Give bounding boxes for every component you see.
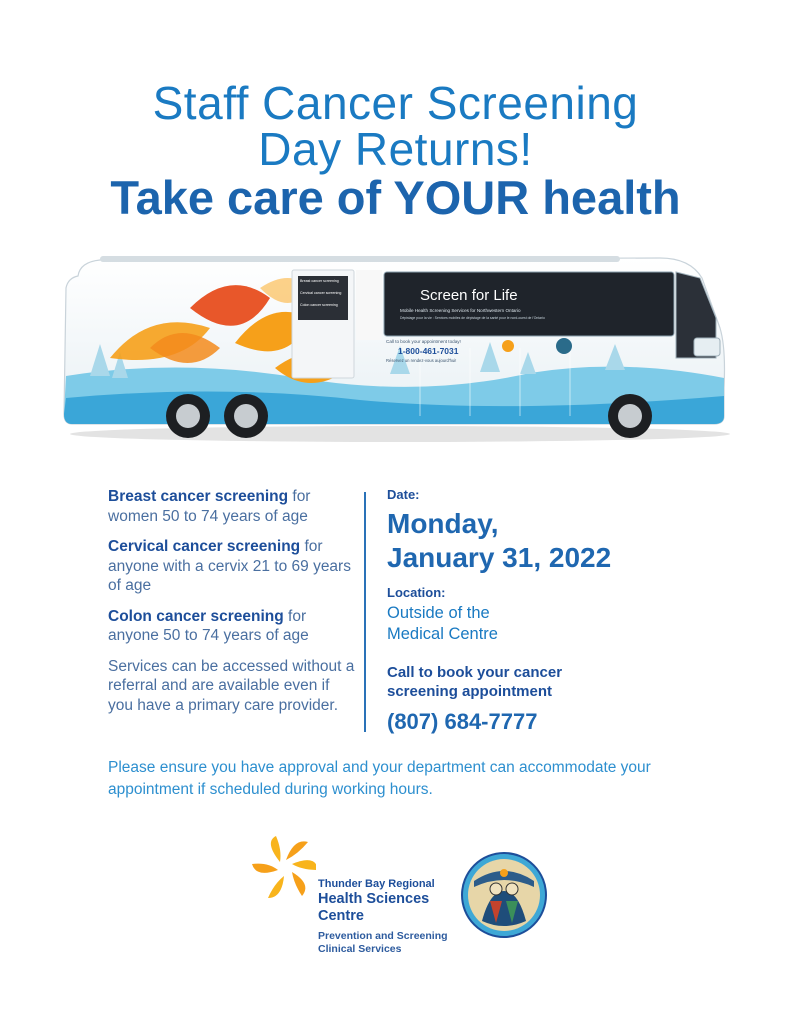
bus-call-text: Call to book your appointment today! — [386, 339, 461, 344]
location-label: Location: — [387, 585, 446, 600]
location-line-1: Outside of the — [387, 604, 490, 622]
services-list — [108, 487, 358, 726]
call-label-2: screening appointment — [387, 683, 553, 700]
logo-line-2: Health Sciences — [318, 891, 430, 907]
sun-logo-icon — [246, 832, 316, 902]
event-details — [387, 487, 707, 737]
bus-brand-title: Screen for Life — [420, 287, 518, 304]
bus-phone: 1-800-461-7031 — [398, 346, 459, 356]
bus-image — [60, 248, 740, 448]
title-line-1: Staff Cancer Screening — [152, 77, 639, 129]
bus-brand-sub-fr: Dépistage pour la vie : Services mobiles de dépistage de la santé pour le nord-ouest de l'Ontario — [400, 316, 545, 320]
title-line-2: Day Returns! — [258, 123, 533, 175]
services-note: Services can be accessed without a referral and are available even if you have a primary care provider. — [108, 657, 355, 714]
service-item: Breast cancer screening for women 50 to 74 years of age — [108, 488, 311, 525]
organization-logo-text — [318, 877, 448, 956]
logo-line-3: Centre — [318, 908, 364, 924]
phone-number[interactable]: (807) 684-7777 — [387, 709, 538, 734]
call-label-1: Call to book your cancer — [387, 664, 563, 681]
indigenous-art-seal-icon — [460, 851, 548, 939]
service-item: Colon cancer screening for anyone 50 to 74 years of age — [108, 607, 309, 644]
title-line-3: Take care of YOUR health — [110, 171, 681, 224]
bus-call-text-fr: Réservez un rendez-vous aujourd'hui! — [386, 358, 457, 363]
logo-line-5: Clinical Services — [318, 943, 402, 955]
date-line-1: Monday, — [387, 508, 499, 539]
bus-side-item-2: Cervical cancer screening — [300, 291, 342, 295]
logo-line-1: Thunder Bay Regional — [318, 878, 435, 890]
bus-brand-sub: Mobile Health Screening Services for Northwestern Ontario — [400, 308, 521, 313]
location-line-2: Medical Centre — [387, 625, 498, 643]
column-divider — [364, 492, 366, 732]
date-line-2: January 31, 2022 — [387, 542, 612, 573]
bus-side-item-3: Colon cancer screening — [300, 303, 338, 307]
service-item: Cervical cancer screening for anyone with a cervix 21 to 69 years of age — [108, 538, 351, 594]
logo-line-4: Prevention and Screening — [318, 930, 448, 942]
approval-note: Please ensure you have approval and your department can accommodate your appointment if scheduled during working hours. — [108, 759, 651, 798]
bus-side-item-1: Breast cancer screening — [300, 279, 339, 283]
date-label: Date: — [387, 487, 420, 502]
